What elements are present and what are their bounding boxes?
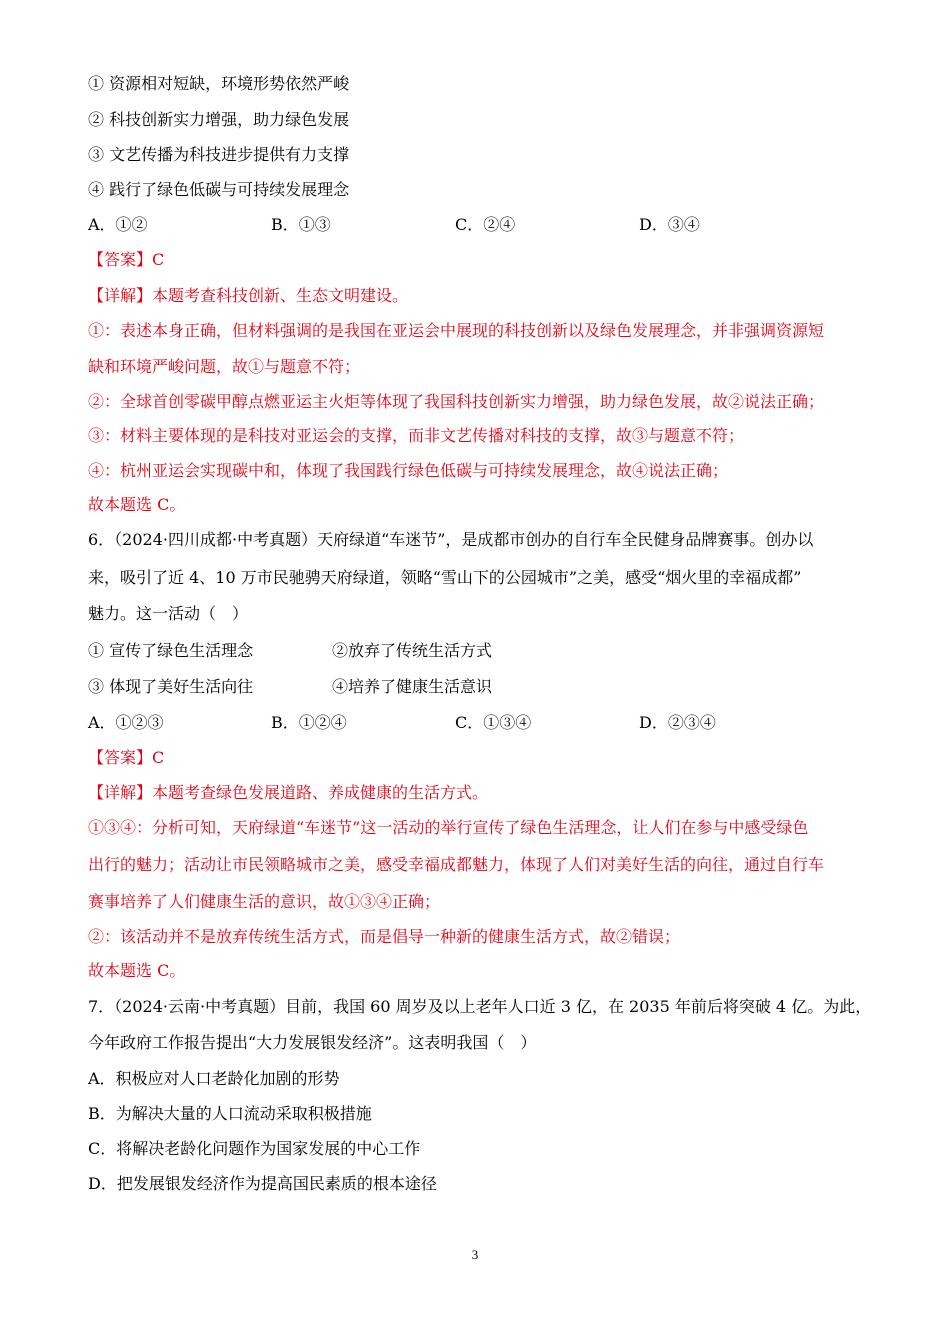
q5-analysis-line: ②：全球首创零碳甲醇点燃亚运主火炬等体现了我国科技创新实力增强，助力绿色发展，故②说法正确； bbox=[88, 392, 825, 411]
q7-stem-line: 今年政府工作报告提出“大力发展银发经济”。这表明我国（ ） bbox=[88, 1033, 537, 1052]
q5-item-2: ② 科技创新实力增强，助力绿色发展 bbox=[88, 110, 350, 129]
q5-analysis-line: ④：杭州亚运会实现碳中和，体现了我国践行绿色低碳与可持续发展理念，故④说法正确； bbox=[88, 461, 729, 480]
q6-option-a: A．①②③ bbox=[88, 713, 164, 732]
q5-analysis-line: 【详解】本题考查科技创新、生态文明建设。 bbox=[88, 286, 409, 305]
q6-item-4: ④培养了健康生活意识 bbox=[332, 677, 493, 696]
q5-option-d: D．③④ bbox=[639, 215, 700, 234]
q6-analysis-line: ②：该活动并不是放弃传统生活方式，而是倡导一种新的健康生活方式，故②错误； bbox=[88, 927, 681, 946]
q6-stem-line: 6．（2024·四川成都·中考真题）天府绿道“车迷节”，是成都市创办的自行车全民健身品牌赛事。创办以 bbox=[88, 530, 814, 549]
q6-answer: 【答案】C bbox=[88, 748, 165, 767]
q6-option-b: B．①②④ bbox=[271, 713, 347, 732]
q6-stem-line: 魅力。这一活动（ ） bbox=[88, 604, 249, 623]
q6-item-3: ③ 体现了美好生活向往 bbox=[88, 677, 254, 696]
q6-conclusion: 故本题选 C。 bbox=[88, 961, 186, 980]
q7-option-b: B．为解决大量的人口流动采取积极措施 bbox=[88, 1104, 372, 1123]
q5-item-4: ④ 践行了绿色低碳与可持续发展理念 bbox=[88, 180, 350, 199]
q5-item-1: ① 资源相对短缺，环境形势依然严峻 bbox=[88, 74, 350, 93]
q6-analysis-line: 【详解】本题考查绿色发展道路、养成健康的生活方式。 bbox=[88, 783, 489, 802]
q5-option-a: A．①② bbox=[88, 215, 148, 234]
q6-item-2: ②放弃了传统生活方式 bbox=[332, 641, 493, 660]
q7-stem-line: 7．（2024·云南·中考真题）目前，我国 60 周岁及以上老年人口近 3 亿，在 2035 年前后将突破 4 亿。为此， bbox=[88, 997, 872, 1016]
q5-item-3: ③ 文艺传播为科技进步提供有力支撑 bbox=[88, 145, 350, 164]
page-number: 3 bbox=[471, 1247, 479, 1262]
q7-option-c: C．将解决老龄化问题作为国家发展的中心工作 bbox=[88, 1139, 421, 1158]
q7-option-d: D．把发展银发经济作为提高国民素质的根本途径 bbox=[88, 1174, 437, 1193]
q6-option-c: C．①③④ bbox=[455, 713, 532, 732]
q5-analysis-line: ①：表述本身正确，但材料强调的是我国在亚运会中展现的科技创新以及绿色发展理念，并非强调资源短 bbox=[88, 321, 825, 340]
q5-conclusion: 故本题选 C。 bbox=[88, 495, 186, 514]
q5-answer: 【答案】C bbox=[88, 250, 165, 269]
q6-analysis-line: 出行的魅力；活动让市民领略城市之美，感受幸福成都魅力，体现了人们对美好生活的向往，通过自行车 bbox=[88, 855, 825, 874]
q6-stem-line: 来，吸引了近 4、10 万市民驰骋天府绿道，领略“雪山下的公园城市”之美，感受“烟火里的幸福成都” bbox=[88, 568, 802, 587]
q6-option-d: D．②③④ bbox=[639, 713, 716, 732]
q6-analysis-line: 赛事培养了人们健康生活的意识，故①③④正确； bbox=[88, 892, 441, 911]
q5-analysis-line: ③：材料主要体现的是科技对亚运会的支撑，而非文艺传播对科技的支撑，故③与题意不符； bbox=[88, 426, 745, 445]
q7-option-a: A．积极应对人口老龄化加剧的形势 bbox=[88, 1069, 340, 1088]
q6-analysis-line: ①③④：分析可知，天府绿道“车迷节”这一活动的举行宣传了绿色生活理念，让人们在参与中感受绿色 bbox=[88, 818, 809, 837]
q6-item-1: ① 宣传了绿色生活理念 bbox=[88, 641, 254, 660]
q5-analysis-line: 缺和环境严峻问题，故①与题意不符； bbox=[88, 357, 361, 376]
q5-option-c: C．②④ bbox=[455, 215, 516, 234]
q5-option-b: B．①③ bbox=[271, 215, 331, 234]
